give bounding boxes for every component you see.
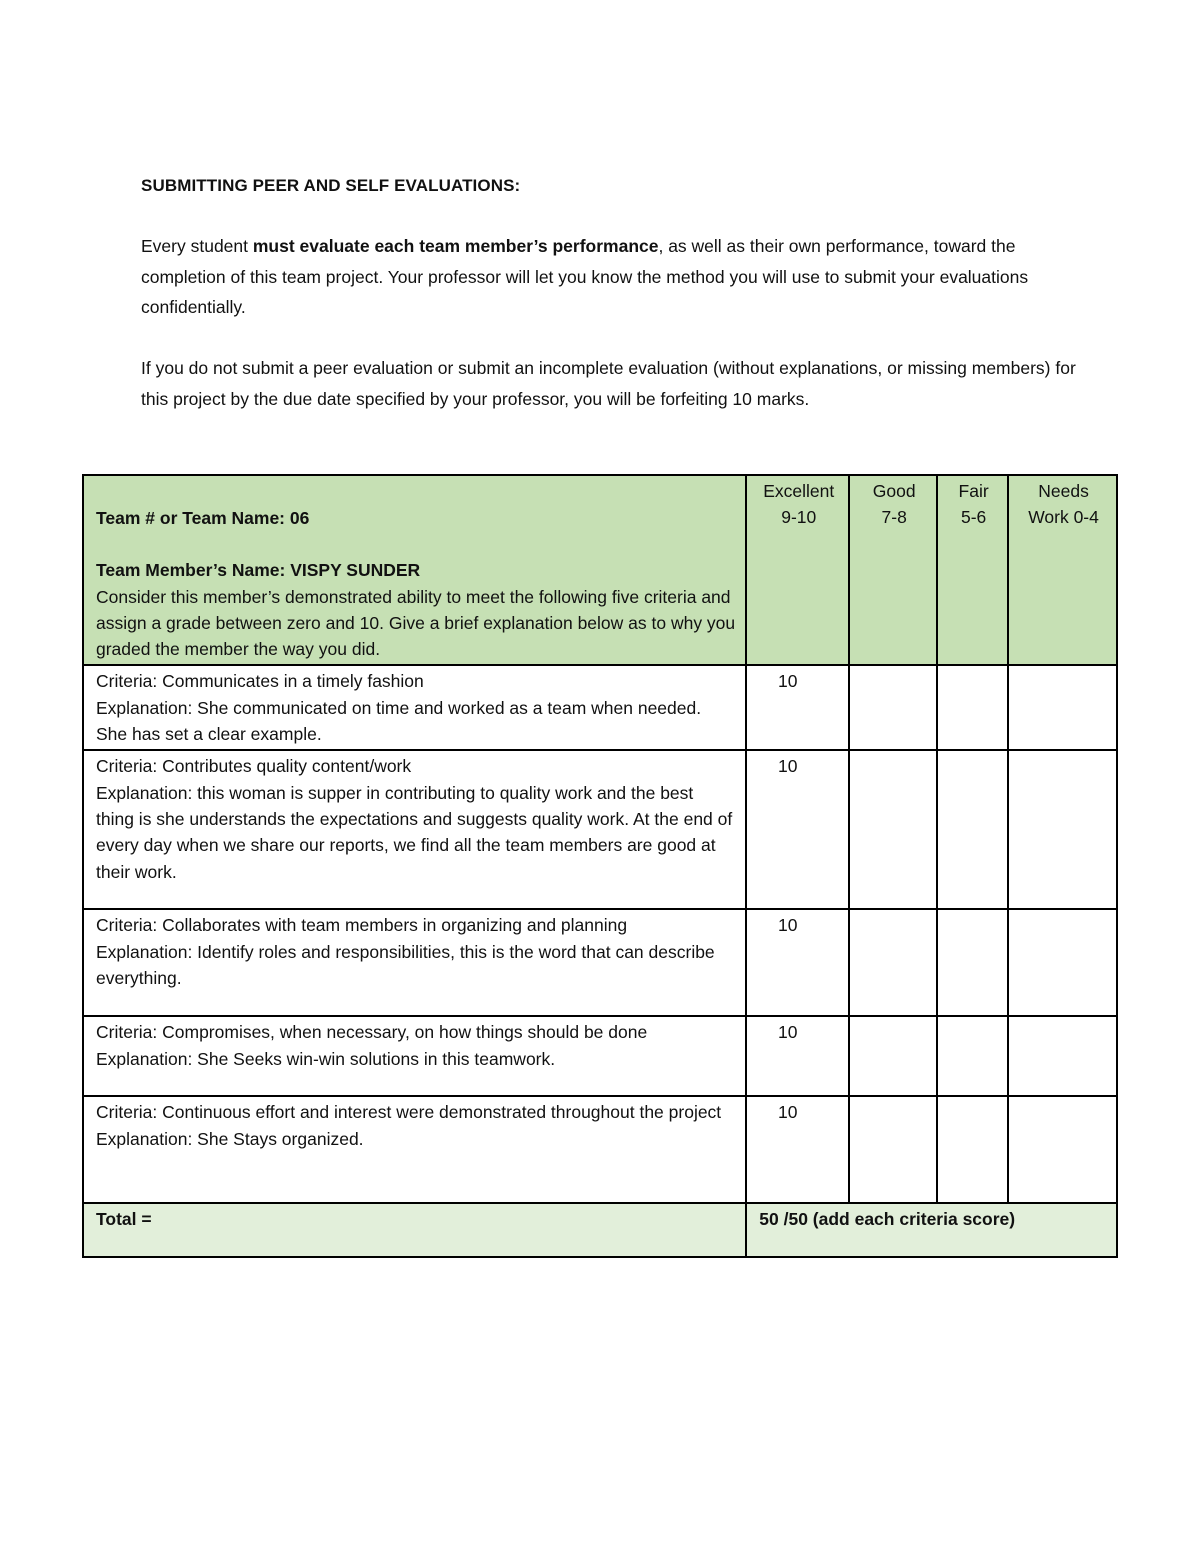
empty-cell (849, 1096, 937, 1203)
column-header-excellent: Excellent 9-10 (746, 475, 849, 665)
score-cell: 10 (746, 750, 849, 909)
total-label: Total = (83, 1203, 746, 1257)
empty-cell (937, 750, 1008, 909)
empty-cell (849, 909, 937, 1016)
empty-cell (849, 665, 937, 750)
column-header-good: Good 7-8 (849, 475, 937, 665)
explanation-text: Explanation: this woman is supper in contributing to quality work and the best thing is she understands the expectations and suggests quality work. At the end of every day when we share our reports, we find all the team members are good at their work. (96, 782, 733, 882)
evaluation-table (82, 474, 1118, 1258)
empty-cell (1008, 750, 1117, 909)
intro-p1-pre: Every student (141, 236, 253, 256)
table-row (83, 1016, 1117, 1096)
empty-cell (937, 1016, 1008, 1096)
criteria-text: Criteria: Contributes quality content/work (96, 756, 412, 777)
empty-cell (1008, 1016, 1117, 1096)
empty-cell (1008, 1096, 1117, 1203)
score-cell: 10 (746, 1016, 849, 1096)
empty-cell (849, 750, 937, 909)
table-row (83, 750, 1117, 909)
table-row (83, 1096, 1117, 1203)
table-row (83, 665, 1117, 750)
table-row (83, 909, 1117, 1016)
intro-paragraph-2: If you do not submit a peer evaluation or submit an incomplete evaluation (without explanations, or missing members) for this project by the due date specified by your professor, you will be forfeiting 10 marks. (141, 358, 1076, 409)
criteria-cell (83, 1096, 746, 1203)
column-header-fair: Fair 5-6 (937, 475, 1008, 665)
intro-p1-post: , as well as their own performance, toward the completion of this team project. Your professor will let you know the method you will use to submit your evaluations confidentially. (141, 236, 1029, 317)
empty-cell (1008, 909, 1117, 1016)
score-cell: 10 (746, 909, 849, 1016)
explanation-text: Explanation: She Seeks win-win solutions in this teamwork. (96, 1048, 556, 1069)
table-header-row (83, 475, 1117, 665)
team-name-label: Team # or Team Name: 06 (96, 508, 310, 528)
criteria-cell (83, 1016, 746, 1096)
explanation-text: Explanation: She communicated on time and worked as a team when needed. She has set a clear example. (96, 697, 702, 745)
page-heading: SUBMITTING PEER AND SELF EVALUATIONS: (141, 176, 521, 195)
empty-cell (937, 1096, 1008, 1203)
header-info-cell (83, 475, 746, 665)
empty-cell (849, 1016, 937, 1096)
criteria-cell (83, 750, 746, 909)
empty-cell (937, 665, 1008, 750)
criteria-cell (83, 665, 746, 750)
intro-paragraph-1 (141, 231, 1081, 323)
score-cell: 10 (746, 1096, 849, 1203)
criteria-text: Criteria: Collaborates with team members in organizing and planning (96, 915, 628, 936)
criteria-text: Criteria: Communicates in a timely fashion (96, 671, 424, 692)
empty-cell (1008, 665, 1117, 750)
column-header-needs-work: Needs Work 0-4 (1008, 475, 1117, 665)
score-cell: 10 (746, 665, 849, 750)
criteria-text: Criteria: Compromises, when necessary, on how things should be done (96, 1022, 648, 1043)
explanation-text: Explanation: She Stays organized. (96, 1128, 364, 1149)
criteria-cell (83, 909, 746, 1016)
instructions-text: Consider this member’s demonstrated ability to meet the following five criteria and assign a grade between zero and 10. Give a brief explanation below as to why you graded the member the way you did. (96, 586, 736, 660)
empty-cell (937, 909, 1008, 1016)
member-name-label: Team Member’s Name: VISPY SUNDER (96, 560, 421, 581)
explanation-text: Explanation: Identify roles and responsibilities, this is the word that can describe everything. (96, 941, 715, 988)
total-row (83, 1203, 1117, 1257)
intro-p1-bold: must evaluate each team member’s performance (252, 236, 659, 256)
total-value: 50 /50 (add each criteria score) (746, 1203, 1117, 1257)
criteria-text: Criteria: Continuous effort and interest were demonstrated throughout the project (96, 1102, 722, 1123)
